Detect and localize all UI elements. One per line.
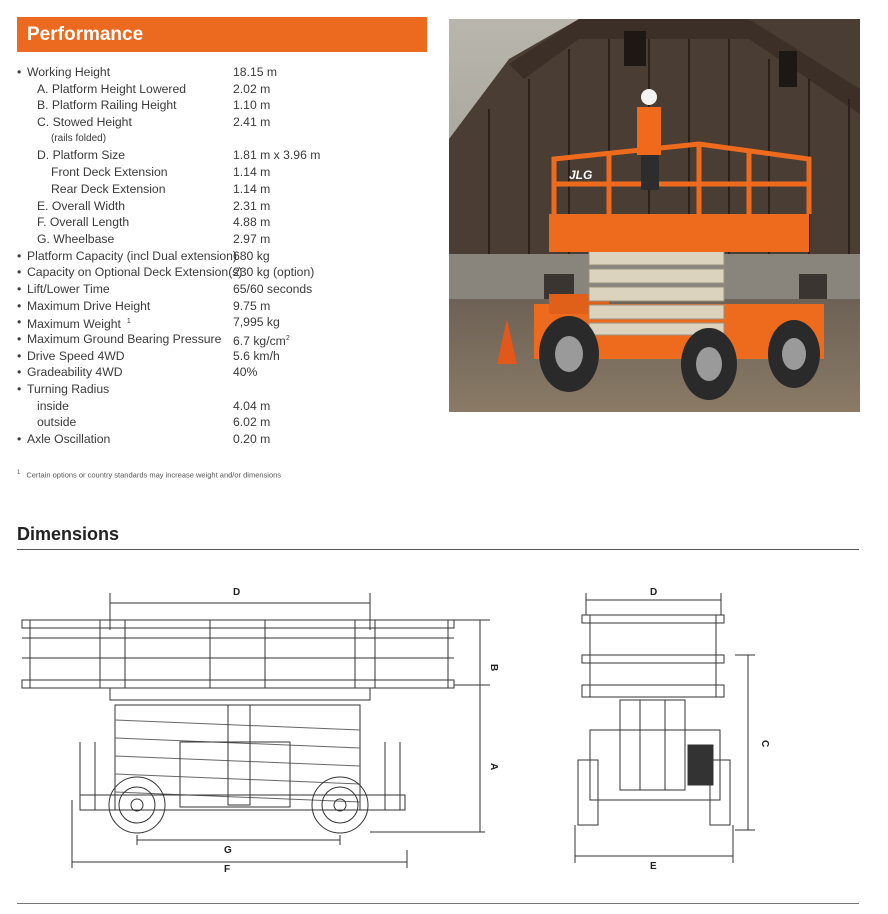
spec-label: F. Overall Length — [37, 215, 130, 230]
spec-row — [17, 114, 437, 131]
spec-value: 4.88 m — [233, 215, 271, 230]
bullet-icon: • — [17, 298, 22, 313]
spec-value: 1.14 m — [233, 165, 271, 180]
dim-label-a: A — [488, 763, 499, 771]
bullet-icon: • — [17, 348, 22, 363]
dim-label-b: B — [488, 664, 499, 672]
spec-label: Working Height — [27, 65, 111, 79]
spec-label: Lift/Lower Time — [27, 281, 110, 296]
spec-row — [17, 364, 437, 381]
dim-label-f: F — [224, 864, 231, 875]
bullet-icon: • — [17, 65, 22, 79]
spec-label: Platform Capacity (incl Dual extension) — [27, 248, 237, 263]
spec-value: 2.97 m — [233, 231, 271, 246]
spec-value: 2.02 m — [233, 81, 271, 96]
bullet-icon: • — [17, 281, 22, 296]
spec-value: 230 kg (option) — [233, 265, 315, 280]
spec-row — [17, 264, 437, 281]
dimension-drawings — [0, 560, 888, 890]
spec-row — [17, 131, 437, 148]
spec-row — [17, 331, 437, 348]
bottom-divider — [17, 903, 859, 904]
spec-value: 1.10 m — [233, 98, 271, 113]
spec-value: 2.41 m — [233, 115, 271, 130]
spec-row — [17, 298, 437, 315]
bullet-icon: • — [17, 248, 22, 263]
spec-label: Axle Oscillation — [27, 432, 111, 447]
spec-value: 6.02 m — [233, 415, 271, 430]
dim-label-c: C — [759, 740, 770, 748]
spec-value: 65/60 seconds — [233, 281, 313, 296]
spec-label: Gradeability 4WD — [27, 365, 123, 380]
spec-row — [17, 348, 437, 365]
spec-label: E. Overall Width — [37, 198, 126, 213]
spec-row — [17, 81, 437, 98]
spec-label: Capacity on Optional Deck Extension(s) — [27, 265, 243, 280]
spec-value: 6.7 $kg/cm^2$ — [233, 334, 290, 349]
performance-title: Performance — [27, 24, 144, 45]
dim-label-d-end: D — [650, 587, 658, 598]
spec-value: 0.20 m — [233, 432, 271, 447]
spec-value: 40% — [233, 365, 258, 380]
spec-label: A. Platform Height Lowered — [37, 81, 187, 96]
dim-label-e: E — [650, 861, 657, 872]
spec-row — [17, 164, 437, 181]
spec-value: 680 kg — [233, 248, 270, 263]
spec-row — [17, 431, 437, 448]
bullet-icon: • — [17, 332, 22, 346]
spec-label: Rear Deck Extension — [51, 181, 166, 196]
spec-value: 2.31 m — [233, 198, 271, 213]
spec-row — [17, 198, 437, 215]
dim-label-g: G — [224, 845, 232, 856]
footnote-mark: 1 — [17, 470, 21, 476]
footnote-text: Certain options or country standards may increase weight and/or dimensions — [26, 470, 282, 480]
spec-list — [17, 64, 437, 448]
spec-value: 4.04 m — [233, 398, 271, 413]
spec-row — [17, 314, 437, 331]
spec-label: (rails folded) — [51, 132, 107, 144]
spec-row — [17, 214, 437, 231]
dimensions-title: Dimensions — [17, 524, 120, 544]
spec-row — [17, 414, 437, 431]
spec-row — [17, 398, 437, 415]
spec-label: Front Deck Extension — [51, 165, 168, 180]
spec-label: C. Stowed Height — [37, 115, 132, 130]
bullet-icon: • — [17, 365, 22, 380]
performance-header — [17, 17, 427, 52]
spec-value: 7,995 kg — [233, 315, 280, 330]
spec-label: Maximum Drive Height — [27, 298, 151, 313]
scissor-lift-photo — [449, 19, 860, 412]
spec-row — [17, 281, 437, 298]
spec-label: Turning Radius — [27, 382, 110, 397]
dimensions-divider — [17, 549, 859, 550]
bullet-icon: • — [17, 432, 22, 447]
bullet-icon: • — [17, 382, 22, 397]
spec-label: outside — [37, 415, 77, 430]
spec-label: Drive Speed 4WD — [27, 348, 125, 363]
spec-row — [17, 64, 437, 81]
spec-row — [17, 381, 437, 398]
dim-label-d-side: D — [233, 587, 241, 598]
spec-label: Maximum Ground Bearing Pressure — [27, 332, 222, 346]
spec-label: inside — [37, 398, 69, 413]
footnote — [17, 470, 281, 480]
spec-value: 18.15 m — [233, 65, 278, 79]
spec-row — [17, 231, 437, 248]
spec-label: D. Platform Size — [37, 148, 126, 163]
spec-row — [17, 181, 437, 198]
spec-value: 1.14 m — [233, 181, 271, 196]
spec-label: Maximum Weight $^1$ — [27, 317, 131, 332]
jlg-logo: JLG — [569, 168, 593, 182]
spec-row — [17, 147, 437, 164]
spec-label: G. Wheelbase — [37, 231, 115, 246]
spec-value: 5.6 km/h — [233, 348, 280, 363]
spec-value: 9.75 m — [233, 298, 271, 313]
bullet-icon: • — [17, 265, 22, 280]
bullet-icon: • — [17, 315, 22, 330]
spec-row — [17, 97, 437, 114]
spec-value: 1.81 m x 3.96 m — [233, 148, 321, 163]
spec-label: B. Platform Railing Height — [37, 98, 177, 113]
spec-row — [17, 248, 437, 265]
